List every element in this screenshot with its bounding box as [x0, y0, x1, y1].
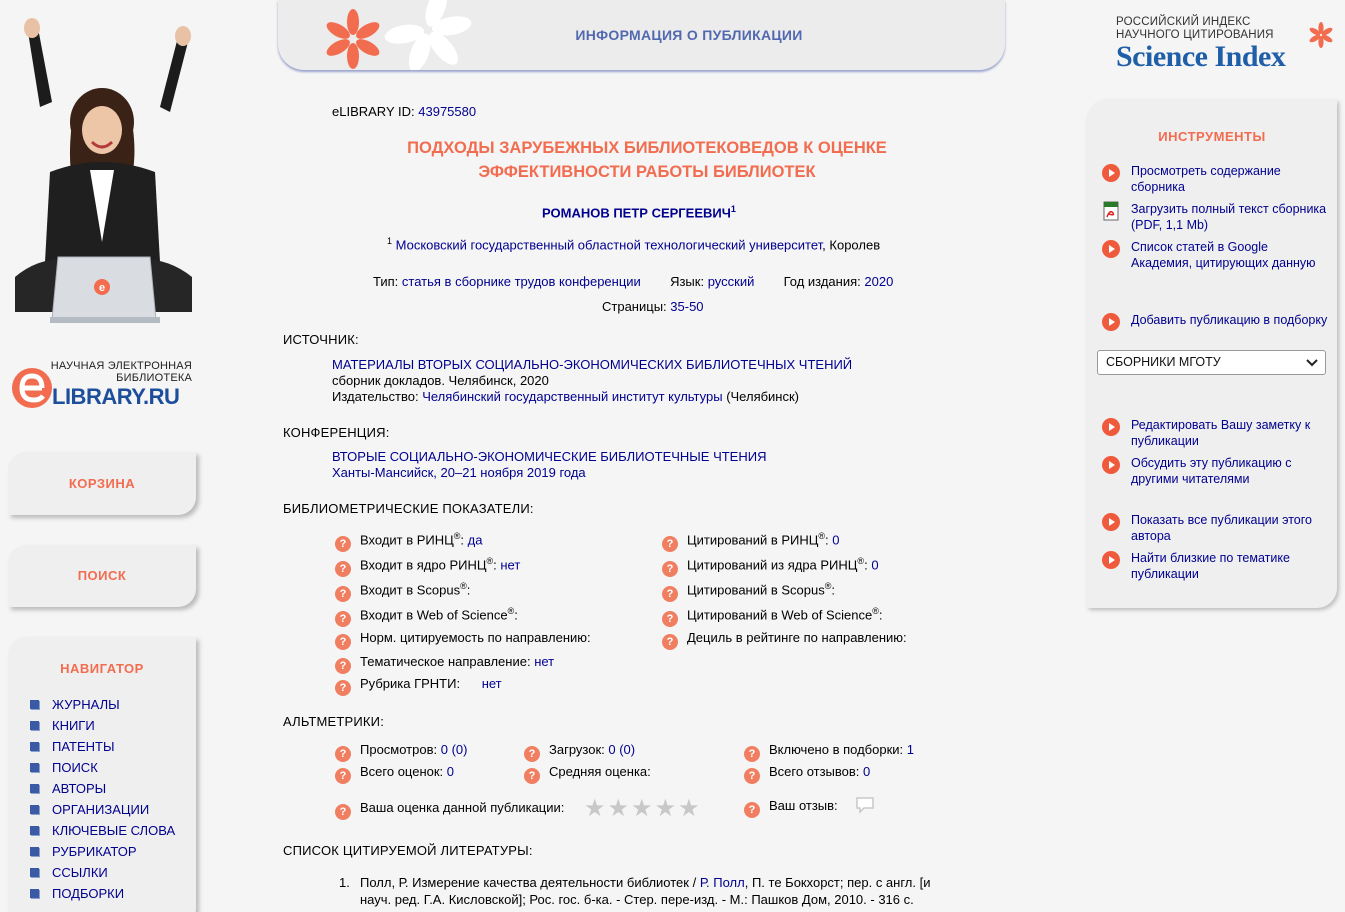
- affiliation: $^1$ Московский государственный областной технологический университет, Королев: [387, 236, 881, 253]
- source-link[interactable]: МАТЕРИАЛЫ ВТОРЫХ СОЦИАЛЬНО-ЭКОНОМИЧЕСКИХ БИБЛИОТЕЧНЫХ ЧТЕНИЙ: [332, 357, 853, 372]
- metric-rinc: ? Входит в РИНЦ®: да: [335, 531, 483, 552]
- help-icon[interactable]: ?: [662, 536, 678, 552]
- speech-bubble-icon[interactable]: [855, 796, 875, 814]
- author-name[interactable]: РОМАНОВ ПЕТР СЕРГЕЕВИЧ$^1$: [542, 204, 736, 221]
- nav-item-organizations[interactable]: ОРГАНИЗАЦИИ: [30, 799, 196, 820]
- reference-item: 1. Полл, Р. Измерение качества деятельности библиотек / Р. Полл, П. те Бокхорст; пер. с англ. [и науч. ред. Г.А. Кисловской]; Рос. гос. б-ка. - Стер. пере-изд. - М.: Пашков Дом, 2010. - 316 с.: [339, 875, 931, 907]
- help-icon[interactable]: ?: [662, 611, 678, 627]
- collection-select-value: СБОРНИКИ МГОТУ: [1106, 355, 1221, 369]
- elibrary-logo-line1: НАУЧНАЯ ЭЛЕКТРОННАЯ: [50, 360, 192, 372]
- metric-rinc-core: ? Входит в ядро РИНЦ®: нет: [335, 556, 520, 577]
- rating-stars[interactable]: ★★★★★: [584, 795, 702, 822]
- conference-place: Ханты-Мансийск, 20–21 ноября 2019 года: [332, 465, 586, 480]
- svg-text:e: e: [98, 282, 106, 294]
- science-index-logo[interactable]: [1116, 16, 1336, 76]
- help-icon[interactable]: ?: [335, 680, 351, 696]
- tool-similar-publications[interactable]: Найти близкие по тематике публикации: [1101, 550, 1331, 582]
- chevron-down-icon: [1305, 356, 1319, 370]
- bullet-icon: [30, 721, 39, 730]
- bullet-icon: [30, 763, 39, 772]
- publication-year: 2020: [864, 274, 894, 289]
- publisher-link[interactable]: Челябинский государственный институт культуры: [422, 389, 723, 404]
- bibliometrics-heading: БИБЛИОМЕТРИЧЕСКИЕ ПОКАЗАТЕЛИ:: [283, 501, 534, 516]
- cart-panel[interactable]: [8, 452, 196, 515]
- help-icon[interactable]: ?: [744, 802, 760, 818]
- elibrary-logo-text: LIBRARY.RU: [52, 384, 180, 409]
- alt-your-rating: ? Ваша оценка данной публикации: ★★★★★: [335, 794, 702, 823]
- metric-topic: ? Тематическое направление: нет: [335, 654, 554, 674]
- metric-wos: ? Входит в Web of Science®:: [335, 606, 518, 627]
- nav-item-links[interactable]: ССЫЛКИ: [30, 862, 196, 883]
- altmetrics-heading: АЛЬТМЕТРИКИ:: [283, 714, 385, 729]
- header-banner: [278, 0, 1005, 70]
- search-panel[interactable]: [8, 545, 196, 607]
- play-arrow-icon: [1101, 239, 1121, 259]
- affiliation-link[interactable]: Московский государственный областной технологический университет: [395, 237, 823, 253]
- nav-item-search[interactable]: ПОИСК: [30, 757, 196, 778]
- navigator-panel: [8, 637, 196, 912]
- alt-collections: ? Включено в подборки: 1: [744, 742, 914, 762]
- source-heading: ИСТОЧНИК:: [283, 332, 359, 347]
- bullet-icon: [30, 742, 39, 751]
- metric-grnti: ? Рубрика ГРНТИ: нет: [335, 676, 502, 696]
- alt-average: ? Средняя оценка:: [524, 764, 651, 784]
- help-icon[interactable]: ?: [662, 561, 678, 577]
- metric-scopus: ? Входит в Scopus®:: [335, 581, 470, 602]
- asterisk-icon: [1306, 20, 1336, 50]
- conference-heading: КОНФЕРЕНЦИЯ:: [283, 425, 390, 440]
- help-icon[interactable]: ?: [335, 746, 351, 762]
- help-icon[interactable]: ?: [335, 634, 351, 650]
- tool-view-contents[interactable]: Просмотреть содержание сборника: [1101, 163, 1331, 195]
- tool-download-pdf[interactable]: Загрузить полный текст сборника (PDF, 1,1 Mb): [1101, 201, 1331, 233]
- left-sidebar: [0, 0, 210, 912]
- bullet-icon: [30, 826, 39, 835]
- science-index-line2: НАУЧНОГО ЦИТИРОВАНИЯ: [1116, 29, 1274, 41]
- hero-woman-laptop-image: [10, 12, 195, 327]
- metric-norm-citation: ? Норм. цитируемость по направлению:: [335, 630, 591, 650]
- page-title: ИНФОРМАЦИЯ О ПУБЛИКАЦИИ: [575, 27, 803, 43]
- nav-item-collections[interactable]: ПОДБОРКИ: [30, 883, 196, 904]
- play-arrow-icon: [1101, 417, 1121, 437]
- bullet-icon: [30, 847, 39, 856]
- publication-meta: Тип: статья в сборнике трудов конференции Язык: русский Год издания: 2020: [373, 274, 894, 289]
- navigator-list: [8, 694, 196, 904]
- pdf-file-icon: [1101, 201, 1121, 221]
- alt-reviews: ? Всего отзывов: 0: [744, 764, 870, 784]
- cart-link[interactable]: КОРЗИНА: [68, 476, 136, 491]
- elibrary-id-value[interactable]: 43975580: [418, 104, 477, 119]
- nav-item-authors[interactable]: АВТОРЫ: [30, 778, 196, 799]
- play-arrow-icon: [1101, 550, 1121, 570]
- tools-panel: [1087, 100, 1337, 608]
- help-icon[interactable]: ?: [744, 746, 760, 762]
- nav-item-journals[interactable]: ЖУРНАЛЫ: [30, 694, 196, 715]
- conference-link[interactable]: ВТОРЫЕ СОЦИАЛЬНО-ЭКОНОМИЧЕСКИЕ БИБЛИОТЕЧНЫЕ ЧТЕНИЯ: [332, 449, 767, 464]
- publication-pages: Страницы: 35-50: [602, 299, 704, 314]
- references-heading: СПИСОК ЦИТИРУЕМОЙ ЛИТЕРАТУРЫ:: [283, 843, 533, 858]
- alt-ratings: ? Всего оценок: 0: [335, 764, 454, 784]
- source-details: сборник докладов. Челябинск, 2020: [332, 373, 549, 388]
- alt-your-review: ? Ваш отзыв:: [744, 796, 875, 818]
- reference-author-link[interactable]: Р. Полл: [699, 875, 745, 890]
- bullet-icon: [30, 889, 39, 898]
- tool-google-scholar[interactable]: Список статей в Google Академия, цитирующих данную: [1101, 239, 1331, 271]
- help-icon[interactable]: ?: [335, 768, 351, 784]
- help-icon[interactable]: ?: [662, 586, 678, 602]
- tools-title: ИНСТРУМЕНТЫ: [1158, 129, 1266, 144]
- tool-add-to-collection[interactable]: Добавить публикацию в подборку: [1101, 312, 1331, 332]
- science-index-brand: Science Index: [1116, 40, 1286, 73]
- collection-select[interactable]: [1097, 350, 1326, 375]
- publication-language: русский: [707, 274, 755, 289]
- help-icon[interactable]: ?: [524, 746, 540, 762]
- nav-item-books[interactable]: КНИГИ: [30, 715, 196, 736]
- tool-discuss[interactable]: Обсудить эту публикацию с другими читателями: [1101, 455, 1331, 487]
- alt-downloads: ? Загрузок: 0 (0): [524, 742, 635, 762]
- metric-cit-wos: ? Цитирований в Web of Science®:: [662, 606, 882, 627]
- publication-type: статья в сборнике трудов конференции: [401, 274, 641, 289]
- metric-cit-rinc: ? Цитирований в РИНЦ®: 0: [662, 531, 840, 552]
- publication-title: ПОДХОДЫ ЗАРУБЕЖНЫХ БИБЛИОТЕКОВЕДОВ К ОЦЕНКЕ ЭФФЕКТИВНОСТИ РАБОТЫ БИБЛИОТЕК: [407, 139, 887, 181]
- play-arrow-icon: [1101, 512, 1121, 532]
- play-arrow-icon: [1101, 455, 1121, 475]
- bullet-icon: [30, 868, 39, 877]
- alt-views: ? Просмотров: 0 (0): [335, 742, 467, 762]
- metric-cit-scopus: ? Цитирований в Scopus®:: [662, 581, 835, 602]
- play-arrow-icon: [1101, 163, 1121, 183]
- help-icon[interactable]: ?: [524, 768, 540, 784]
- bullet-icon: [30, 805, 39, 814]
- elibrary-logo-line2: БИБЛИОТЕКА: [116, 372, 192, 384]
- elibrary-id: eLIBRARY ID: 43975580: [332, 104, 477, 119]
- source-block: МАТЕРИАЛЫ ВТОРЫХ СОЦИАЛЬНО-ЭКОНОМИЧЕСКИХ БИБЛИОТЕЧНЫХ ЧТЕНИЙ сборник докладов. Челябинск, 2020 Издательство: Челябинский государственный институт культуры (Челябинск): [332, 357, 853, 404]
- help-icon[interactable]: ?: [335, 658, 351, 674]
- help-icon[interactable]: ?: [744, 768, 760, 784]
- navigator-title: НАВИГАТОР: [60, 661, 144, 676]
- help-icon[interactable]: ?: [335, 804, 351, 820]
- tool-edit-note[interactable]: Редактировать Вашу заметку к публикации: [1101, 417, 1331, 449]
- play-arrow-icon: [1101, 312, 1121, 332]
- nav-item-keywords[interactable]: КЛЮЧЕВЫЕ СЛОВА: [30, 820, 196, 841]
- help-icon[interactable]: ?: [335, 561, 351, 577]
- nav-item-rubricator[interactable]: РУБРИКАТОР: [30, 841, 196, 862]
- help-icon[interactable]: ?: [662, 634, 678, 650]
- elibrary-logo[interactable]: [10, 358, 200, 410]
- help-icon[interactable]: ?: [335, 536, 351, 552]
- tool-author-publications[interactable]: Показать все публикации этого автора: [1101, 512, 1331, 544]
- metric-decile: ? Дециль в рейтинге по направлению:: [662, 630, 907, 650]
- nav-item-patents[interactable]: ПАТЕНТЫ: [30, 736, 196, 757]
- metric-cit-core: ? Цитирований из ядра РИНЦ®: 0: [662, 556, 879, 577]
- help-icon[interactable]: ?: [335, 586, 351, 602]
- bullet-icon: [30, 700, 39, 709]
- conference-block: [332, 449, 766, 481]
- help-icon[interactable]: ?: [335, 611, 351, 627]
- search-link[interactable]: ПОИСК: [77, 568, 127, 583]
- science-index-line1: РОССИЙСКИЙ ИНДЕКС: [1116, 16, 1251, 28]
- bullet-icon: [30, 784, 39, 793]
